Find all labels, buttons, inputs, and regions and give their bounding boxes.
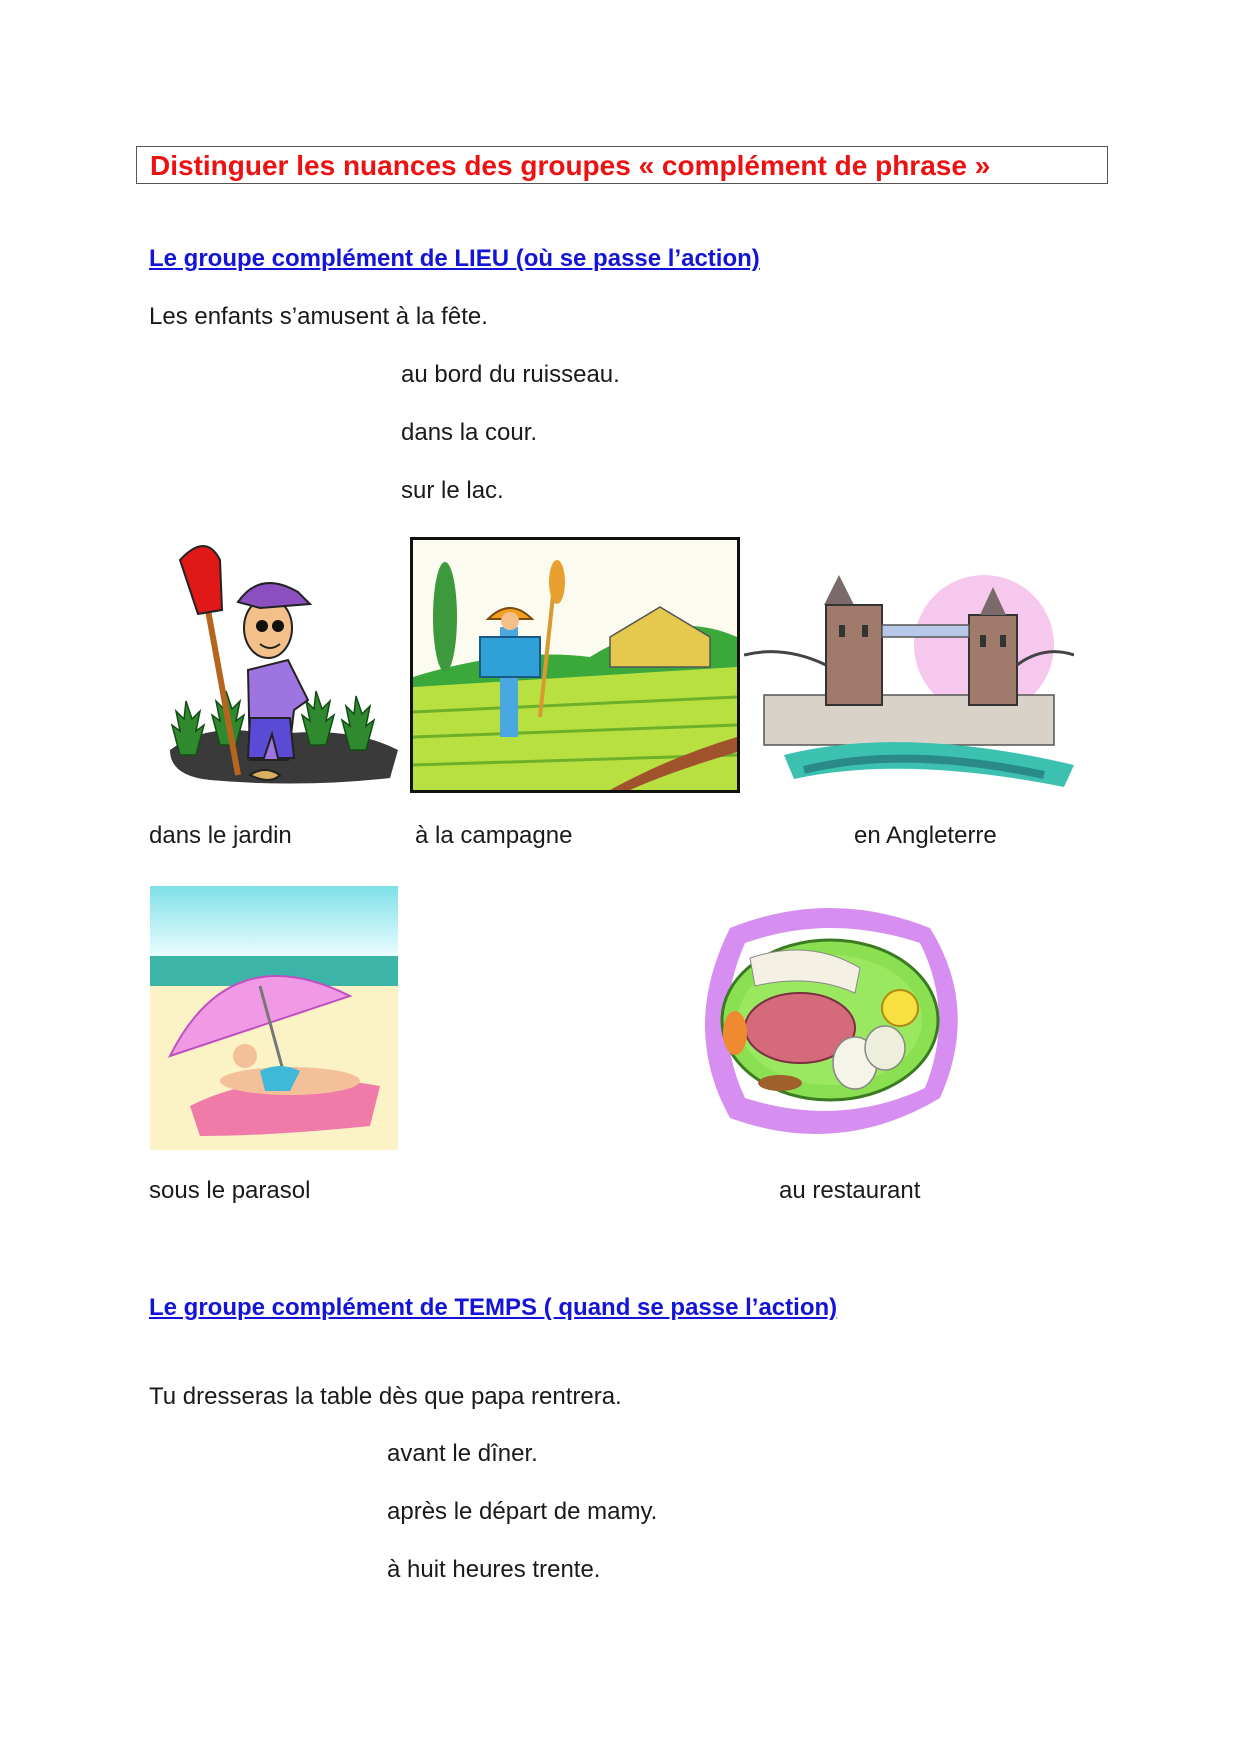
parasol-illustration bbox=[150, 886, 398, 1150]
caption-jardin: dans le jardin bbox=[149, 822, 292, 849]
lieu-variant-3: sur le lac. bbox=[401, 477, 504, 504]
temps-variant-2: après le départ de mamy. bbox=[387, 1498, 658, 1525]
gardener-illustration bbox=[150, 540, 400, 800]
temps-heading: Le groupe complément de TEMPS ( quand se passe l’action) bbox=[149, 1294, 838, 1321]
temps-variant-3: à huit heures trente. bbox=[387, 1556, 601, 1583]
lieu-sentence: Les enfants s’amusent à la fête. bbox=[149, 303, 488, 330]
lieu-variant-2: dans la cour. bbox=[401, 419, 538, 446]
lieu-heading: Le groupe complément de LIEU (où se passe l’action) bbox=[149, 245, 760, 272]
caption-angleterre: en Angleterre bbox=[854, 822, 997, 849]
page-title: Distinguer les nuances des groupes « complément de phrase » bbox=[150, 150, 991, 181]
caption-campagne: à la campagne bbox=[415, 822, 573, 849]
temps-variant-1: avant le dîner. bbox=[387, 1440, 538, 1467]
restaurant-plate-illustration bbox=[690, 898, 970, 1150]
temps-sentence: Tu dresseras la table dès que papa rentrera. bbox=[149, 1383, 622, 1410]
tower-bridge-illustration bbox=[744, 565, 1074, 791]
caption-restaurant: au restaurant bbox=[779, 1177, 921, 1204]
caption-parasol: sous le parasol bbox=[149, 1177, 311, 1204]
lieu-variant-1: au bord du ruisseau. bbox=[401, 361, 620, 388]
countryside-illustration bbox=[410, 537, 740, 793]
